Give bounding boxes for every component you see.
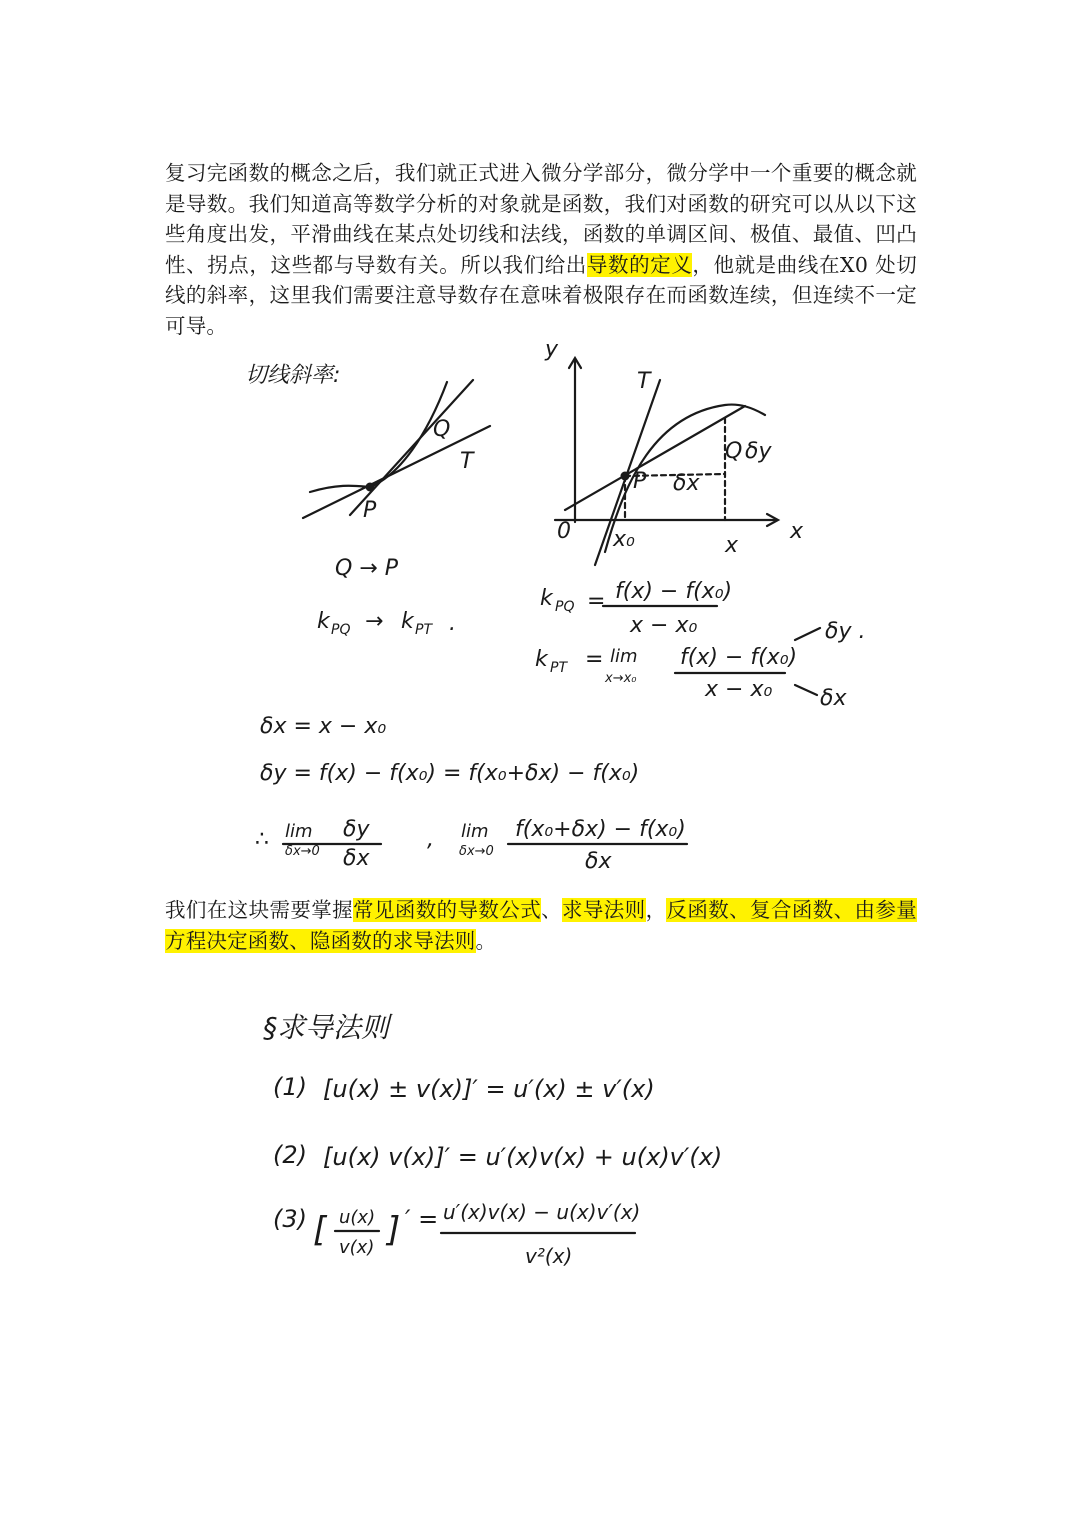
tangent-slope-figure	[205, 340, 875, 880]
intro-paragraph	[165, 158, 917, 341]
svg-text:lim: lim	[610, 646, 638, 667]
left-label-q: Q	[433, 417, 451, 442]
separator: 、	[541, 898, 562, 922]
svg-text:PQ: PQ	[555, 599, 575, 615]
svg-text:δx→0: δx→0	[459, 844, 494, 859]
svg-text:k: k	[540, 586, 553, 611]
svg-text:lim: lim	[461, 821, 489, 842]
right-label-t: T	[637, 369, 651, 394]
svg-text:∴: ∴	[255, 827, 269, 852]
right-label-x0: x₀	[613, 527, 635, 552]
mastery-paragraph	[165, 895, 917, 956]
kpt-formula	[535, 619, 865, 711]
delta-x-definition: δx = x − x₀	[260, 714, 387, 739]
svg-text:→: →	[365, 609, 384, 634]
svg-text:=: =	[587, 589, 606, 614]
intro-text: 复习完函数的概念之后，我们就正式进入微分学部分，微分学中一个重要的概念就是导数。我们知道高等数学分析的对象就是函数，我们对函数的研究可以从以下这些角度出发，平滑曲线在某点处切线和法线，函数的单调区间、极值、最值、凹凸性、拐点，这些都与导数有关。所以我们给出	[165, 161, 917, 277]
right-label-dy: δy	[745, 439, 772, 464]
highlight-derivative-definition: 导数的定义	[586, 252, 693, 277]
svg-text:f(x) − f(x₀): f(x) − f(x₀)	[615, 579, 733, 604]
svg-text:f(x₀+δx) − f(x₀): f(x₀+δx) − f(x₀)	[515, 817, 686, 842]
svg-text:k: k	[317, 609, 330, 634]
svg-text:]: ]	[387, 1210, 401, 1250]
svg-text:v²(x): v²(x)	[525, 1244, 573, 1268]
rule1-number: (1)	[273, 1073, 307, 1101]
svg-text:PT: PT	[415, 622, 432, 638]
svg-text:=: =	[585, 647, 604, 672]
svg-text:δy .: δy .	[825, 619, 866, 644]
left-secant-line	[350, 380, 473, 515]
svg-text:u′(x)v(x) − u(x)v′(x): u′(x)v(x) − u(x)v′(x)	[443, 1200, 641, 1224]
highlight-derivative-rules: 求导法则	[562, 898, 646, 922]
left-label-p: P	[363, 498, 377, 523]
svg-text:k: k	[535, 647, 548, 672]
right-point-p	[621, 472, 630, 481]
svg-text:k: k	[401, 609, 414, 634]
svg-text:δx: δx	[820, 686, 847, 711]
left-curve	[310, 382, 447, 492]
svg-text:′ =: ′ =	[405, 1205, 439, 1233]
axis-label-x: x	[790, 519, 804, 544]
left-point-p	[366, 483, 375, 492]
separator: ，	[645, 898, 667, 922]
svg-text:x→x₀: x→x₀	[605, 671, 637, 686]
svg-text:δx: δx	[585, 849, 612, 874]
svg-text:PT: PT	[550, 660, 567, 676]
svg-text:,: ,	[427, 827, 434, 852]
svg-text:δx→0: δx→0	[285, 844, 320, 859]
highlight-common-formulas: 常见函数的导数公式	[353, 898, 542, 922]
right-label-p: P	[633, 469, 647, 494]
highlight-special-rules: 反函数、复合函数、由参量方程决定函数、隐函数的求导法则	[165, 898, 918, 953]
axis-label-y: y	[545, 340, 559, 362]
svg-text:x − x₀: x − x₀	[630, 613, 698, 638]
left-label-t: T	[460, 449, 474, 474]
right-label-x: x	[725, 533, 739, 558]
svg-text:[: [	[313, 1210, 327, 1250]
svg-text:PQ: PQ	[331, 622, 351, 638]
derivative-rules-figure	[255, 995, 815, 1285]
svg-text:.: .	[449, 611, 456, 636]
k-limit-relation	[317, 609, 456, 638]
rule3-number: (3)	[273, 1205, 307, 1233]
den-note-arrow	[795, 685, 817, 695]
figure-heading: 切线斜率:	[245, 363, 341, 388]
final-limits	[255, 817, 686, 874]
rules-heading: §求导法则	[263, 1011, 390, 1044]
mastery-text: 我们在这块需要掌握	[165, 898, 354, 922]
svg-text:f(x) − f(x₀): f(x) − f(x₀)	[680, 645, 798, 670]
svg-text:u(x): u(x)	[339, 1207, 376, 1228]
origin-label: 0	[557, 519, 571, 544]
svg-text:x − x₀: x − x₀	[705, 677, 773, 702]
period: 。	[475, 928, 497, 953]
right-label-dx: δx	[673, 471, 700, 496]
rule2-number: (2)	[273, 1141, 307, 1169]
delta-y-definition: δy = f(x) − f(x₀) = f(x₀+δx) − f(x₀)	[260, 761, 640, 786]
intro-text-end: ，他就是曲线在X0 处切线的斜率，这里我们需要注意导数存在意味着极限存在而函数连续，但连续不一定可导。	[165, 252, 918, 338]
right-secant-line	[565, 406, 745, 510]
right-label-q: Q	[725, 439, 743, 464]
svg-text:δy: δy	[343, 817, 370, 842]
q-to-p: Q → P	[335, 556, 399, 581]
kpq-formula	[540, 579, 732, 638]
svg-text:v(x): v(x)	[339, 1237, 375, 1258]
svg-text:lim: lim	[285, 821, 313, 842]
rule2-formula: [u(x) v(x)]′ = u′(x)v(x) + u(x)v′(x)	[323, 1143, 723, 1171]
svg-text:δx: δx	[343, 846, 370, 871]
num-note-arrow	[795, 628, 820, 640]
rule1-formula: [u(x) ± v(x)]′ = u′(x) ± v′(x)	[323, 1075, 655, 1103]
